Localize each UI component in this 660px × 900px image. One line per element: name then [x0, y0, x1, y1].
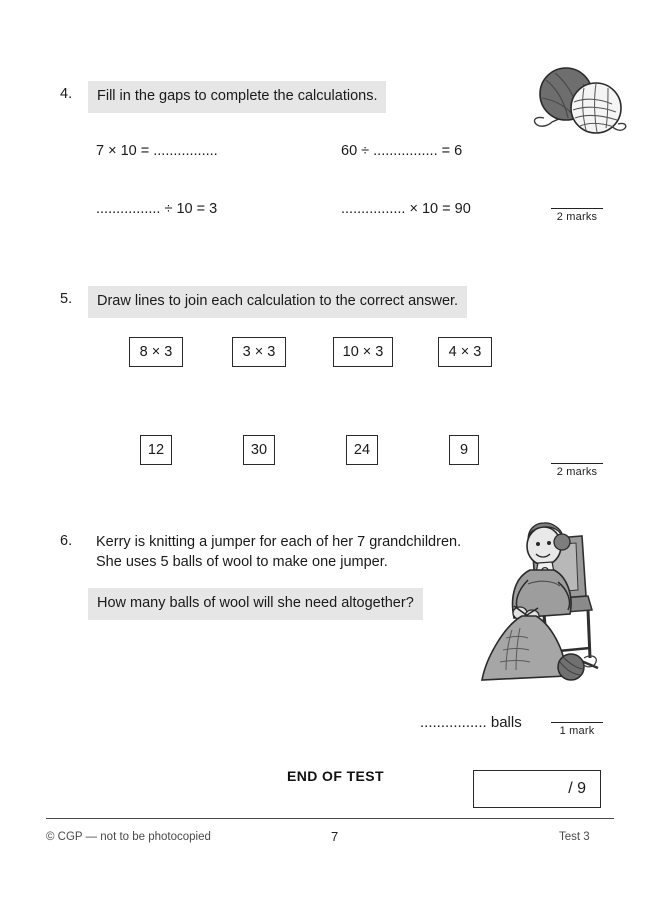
- answer-box-3[interactable]: 24: [346, 435, 378, 465]
- marks-label: 1 mark: [559, 725, 595, 737]
- question-6-prompt: How many balls of wool will she need altogether?: [88, 588, 423, 620]
- footer-page-number: 7: [331, 829, 339, 844]
- question-6-body-line-1: Kerry is knitting a jumper for each of her 7 grandchildren.: [96, 534, 462, 550]
- answer-box-1[interactable]: 12: [140, 435, 172, 465]
- marks-rule: [551, 208, 603, 209]
- question-6-marks: [546, 722, 608, 737]
- question-5-marks: [546, 463, 608, 478]
- question-5-prompt: Draw lines to join each calculation to the correct answer.: [88, 286, 467, 318]
- footer-test-label: Test 3: [559, 831, 590, 843]
- question-4-prompt: Fill in the gaps to complete the calculations.: [88, 81, 386, 113]
- question-4-calculation-1[interactable]: 7 × 10 = ................: [96, 143, 218, 159]
- question-number-6: 6.: [60, 533, 73, 549]
- answer-box-4[interactable]: 9: [449, 435, 479, 465]
- balls-of-wool-icon: [522, 58, 630, 140]
- end-of-test-label: END OF TEST: [287, 768, 384, 784]
- question-4-marks: [546, 208, 608, 223]
- total-score-box[interactable]: / 9: [473, 770, 601, 808]
- question-number-5: 5.: [60, 291, 73, 307]
- question-4-calculation-3[interactable]: ................ ÷ 10 = 3: [96, 201, 218, 217]
- marks-rule: [551, 463, 603, 464]
- calculation-box-1[interactable]: 8 × 3: [129, 337, 183, 367]
- answer-box-2[interactable]: 30: [243, 435, 275, 465]
- question-6-answer-line[interactable]: ................ balls: [420, 714, 522, 731]
- question-4-calculation-2[interactable]: 60 ÷ ................ = 6: [341, 143, 463, 159]
- marks-label: 2 marks: [556, 211, 598, 223]
- woman-knitting-icon: [470, 518, 620, 688]
- question-6-body-line-2: She uses 5 balls of wool to make one jumper.: [96, 554, 388, 570]
- footer-divider: [46, 818, 614, 819]
- calculation-box-3[interactable]: 10 × 3: [333, 337, 393, 367]
- calculation-box-4[interactable]: 4 × 3: [438, 337, 492, 367]
- marks-label: 2 marks: [556, 466, 598, 478]
- question-number-4: 4.: [60, 86, 73, 102]
- calculation-box-2[interactable]: 3 × 3: [232, 337, 286, 367]
- marks-rule: [551, 722, 603, 723]
- question-4-calculation-4[interactable]: ................ × 10 = 90: [341, 201, 471, 217]
- footer-copyright: © CGP — not to be photocopied: [46, 831, 211, 843]
